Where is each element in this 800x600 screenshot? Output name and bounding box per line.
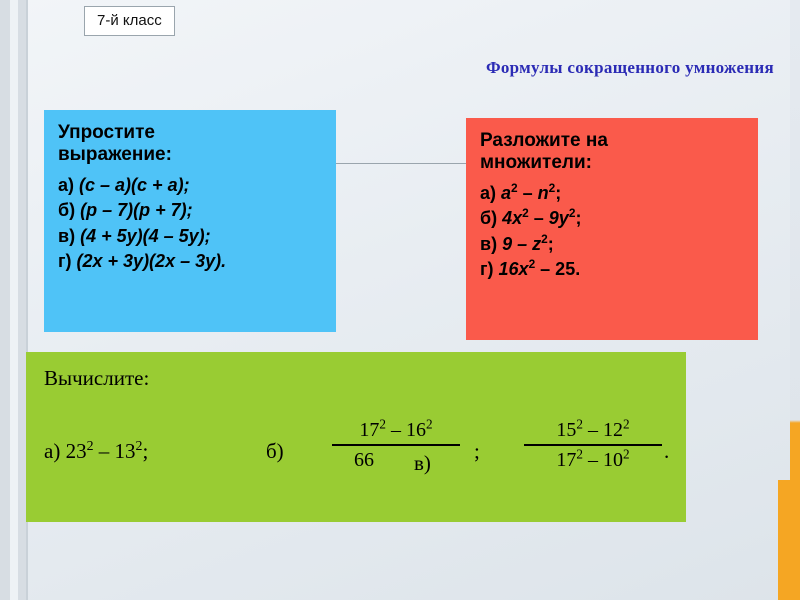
factorize-item-g xyxy=(480,257,744,283)
factorize-item-a-base1: a xyxy=(501,182,512,203)
fraction-2-num-base1: 15 xyxy=(556,419,577,441)
compute-item-a-mid: – 13 xyxy=(93,439,136,463)
factorize-item-a-label: а) xyxy=(480,182,497,203)
simplify-item-g-label: г) xyxy=(58,251,72,272)
simplify-item-v-expr: (4 + 5y)(4 – 5y); xyxy=(80,225,211,246)
task-box-factorize xyxy=(466,118,758,340)
fraction-1-bar xyxy=(332,444,460,446)
compute-heading: Вычислите: xyxy=(44,366,150,390)
fraction-1-numerator xyxy=(332,416,460,443)
compute-item-a-tail: ; xyxy=(142,439,149,463)
simplify-heading xyxy=(58,122,322,167)
fraction-1-num-base1: 17 xyxy=(359,419,380,441)
factorize-item-a-sup2: 2 xyxy=(548,180,556,195)
factorize-item-v-base1: 9 – z xyxy=(502,233,542,254)
fraction-1-num-mid: – 16 xyxy=(386,419,426,441)
compute-semicolon: ; xyxy=(474,439,480,463)
simplify-heading-line2: выражение: xyxy=(58,144,172,166)
compute-item-b-label: б) xyxy=(266,439,284,463)
factorize-item-v xyxy=(480,232,744,258)
factorize-item-g-label: г) xyxy=(480,259,494,280)
fraction-2-num-sup2: 2 xyxy=(623,416,630,432)
page-title: Формулы сокращенного умножения xyxy=(485,58,774,77)
fraction-2-den-sup2: 2 xyxy=(623,445,630,461)
fraction-2-den-sup1: 2 xyxy=(576,445,583,461)
factorize-item-a-sup1: 2 xyxy=(511,180,518,195)
factorize-item-b-sup1: 2 xyxy=(522,206,529,221)
factorize-item-b-base2: 9y xyxy=(548,208,569,229)
compute-row xyxy=(44,413,668,483)
simplify-item-g xyxy=(58,249,322,275)
bottom-right-accent xyxy=(778,480,800,600)
factorize-item-a xyxy=(480,181,744,207)
factorize-heading-line2: множители: xyxy=(480,152,592,174)
factorize-item-v-tail: ; xyxy=(547,233,554,254)
fraction-2-numerator xyxy=(524,416,662,443)
factorize-item-v-label: в) xyxy=(480,233,498,254)
compute-period: . xyxy=(664,439,670,463)
factorize-item-a-mid: – xyxy=(517,182,538,203)
factorize-item-b-tail: ; xyxy=(575,208,582,229)
factorize-item-b xyxy=(480,206,744,232)
compute-fraction-2 xyxy=(524,416,662,472)
left-decorative-band xyxy=(0,0,28,600)
factorize-heading-line1: Разложите на xyxy=(480,130,608,151)
compute-item-a-sup1: 2 xyxy=(86,438,94,453)
fraction-1-num-sup1: 2 xyxy=(379,416,386,432)
simplify-item-b-label: б) xyxy=(58,200,76,221)
compute-item-a xyxy=(44,439,148,464)
simplify-item-b-expr: (p – 7)(p + 7); xyxy=(80,200,193,221)
fraction-2-denominator xyxy=(524,445,662,472)
compute-fraction-1 xyxy=(332,416,460,472)
simplify-item-a-expr: (c – a)(c + a); xyxy=(79,174,190,195)
simplify-item-g-expr: (2x + 3y)(2x – 3y). xyxy=(76,251,227,272)
factorize-item-a-tail: ; xyxy=(555,182,562,203)
factorize-heading xyxy=(480,130,744,175)
simplify-item-v xyxy=(58,224,322,250)
fraction-2-num-mid: – 12 xyxy=(583,419,623,441)
simplify-heading-line1: Упростите xyxy=(58,122,155,143)
fraction-2-den-mid: – 10 xyxy=(583,448,623,471)
factorize-item-g-sup1: 2 xyxy=(528,257,536,272)
factorize-item-b-base1: 4x xyxy=(502,208,523,229)
task-box-simplify xyxy=(44,110,336,332)
factorize-item-g-base1: 16x xyxy=(498,259,529,280)
fraction-2-num-sup1: 2 xyxy=(576,416,583,432)
factorize-item-a-base2: n xyxy=(537,182,549,203)
connector-line xyxy=(330,163,476,164)
compute-item-a-base1: 23 xyxy=(65,439,87,463)
simplify-item-a-label: а) xyxy=(58,174,75,195)
factorize-item-b-mid: – xyxy=(528,208,549,229)
fraction-1-denominator: 66 xyxy=(354,448,374,471)
factorize-item-g-mid: – 25. xyxy=(535,259,581,280)
fraction-2-bar xyxy=(524,444,662,446)
factorize-item-b-sup2: 2 xyxy=(568,206,576,221)
compute-item-v-label: в) xyxy=(414,451,431,475)
compute-item-a-label: а) xyxy=(44,439,61,463)
simplify-item-v-label: в) xyxy=(58,225,76,246)
left-band-stripe xyxy=(10,0,18,600)
simplify-item-b xyxy=(58,198,322,224)
fraction-2-den-base1: 17 xyxy=(556,448,577,471)
fraction-1-num-sup2: 2 xyxy=(426,416,433,432)
task-box-compute xyxy=(26,352,686,522)
factorize-item-b-label: б) xyxy=(480,208,498,229)
compute-item-a-sup2: 2 xyxy=(135,438,143,453)
factorize-item-v-sup1: 2 xyxy=(541,231,548,246)
simplify-item-a xyxy=(58,173,322,199)
grade-tag: 7-й класс xyxy=(84,6,175,36)
